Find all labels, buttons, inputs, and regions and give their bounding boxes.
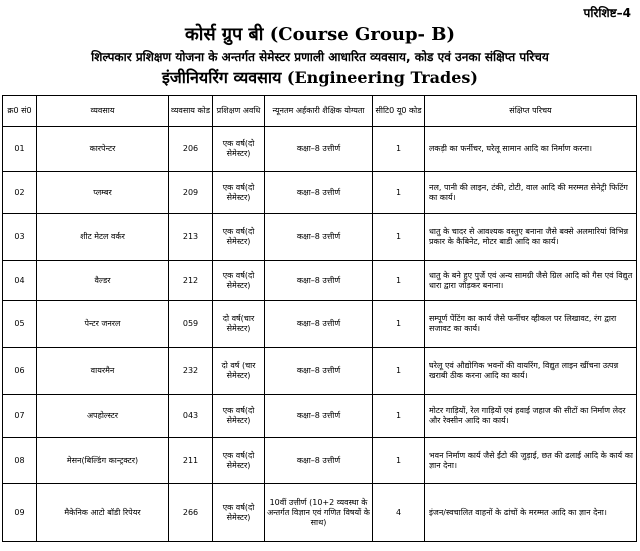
cell-description: इंजन/स्वचालित वाहनों के ढांचों के मरम्मत आदि का ज्ञान देना। <box>425 484 637 542</box>
cell-trade: वायरमैन <box>37 348 169 395</box>
cell-duration: दो वर्ष (चार सेमेस्टर) <box>213 348 265 395</box>
header-description: संक्षिप्त परिचय <box>425 96 637 127</box>
cell-qualification: कक्षा–8 उत्तीर्ण <box>265 127 373 172</box>
header-seats: सीटि0 यू0 कोड <box>373 96 425 127</box>
cell-serial: 07 <box>3 395 37 438</box>
cell-seats: 1 <box>373 172 425 214</box>
cell-trade: प्लम्बर <box>37 172 169 214</box>
cell-serial: 04 <box>3 261 37 301</box>
cell-serial: 06 <box>3 348 37 395</box>
cell-trade: अपहोल्स्टर <box>37 395 169 438</box>
cell-qualification: कक्षा–8 उत्तीर्ण <box>265 395 373 438</box>
cell-duration: दो वर्ष(चार सेमेस्टर) <box>213 301 265 348</box>
cell-serial: 09 <box>3 484 37 542</box>
cell-duration: एक वर्ष(दो सेमेस्टर) <box>213 395 265 438</box>
cell-seats: 1 <box>373 127 425 172</box>
header-duration: प्रशिक्षण अवधि <box>213 96 265 127</box>
cell-code: 266 <box>169 484 213 542</box>
cell-code: 206 <box>169 127 213 172</box>
header-qualification: न्यूनतम अर्हकारी शैक्षिक योग्यता <box>265 96 373 127</box>
cell-description: भवन निर्माण कार्य जैसे ईंटो की जुड़ाई, छत की ढलाई आदि के कार्य का ज्ञान देना। <box>425 438 637 484</box>
cell-trade: पेन्टर जनरल <box>37 301 169 348</box>
cell-qualification: कक्षा–8 उत्तीर्ण <box>265 261 373 301</box>
cell-description: सम्पूर्ण पेंटिंग का कार्य जैसे फर्नीचर व्हीकल पर लिखावट, रंग द्वारा सजावट का कार्य। <box>425 301 637 348</box>
header-code: व्यवसाय कोड <box>169 96 213 127</box>
cell-trade: मैकेनिक आटो बॉडी रिपेयर <box>37 484 169 542</box>
cell-seats: 1 <box>373 348 425 395</box>
cell-code: 212 <box>169 261 213 301</box>
cell-description: घरेलू एवं औद्योगिक भवनों की वायरिंग, विद्युत लाइन खींचना उत्पन्न खराबी ठीक करना आदि का कार्य। <box>425 348 637 395</box>
cell-duration: एक वर्ष(दो सेमेस्टर) <box>213 438 265 484</box>
cell-qualification: 10वीं उत्तीर्ण (10+2 व्यवस्था के अन्तर्गत विज्ञान एवं गणित विषयों के साथ) <box>265 484 373 542</box>
cell-seats: 1 <box>373 301 425 348</box>
cell-seats: 4 <box>373 484 425 542</box>
page-subtitle: शिल्पकार प्रशिक्षण योजना के अन्तर्गत सेमेस्टर प्रणाली आधारित व्यवसाय, कोड एवं उनका संक्षिप्त परिचय <box>91 50 549 64</box>
section-heading: इंजीनियरिंग व्यवसाय (Engineering Trades) <box>162 68 478 87</box>
cell-code: 232 <box>169 348 213 395</box>
cell-trade: वैल्डर <box>37 261 169 301</box>
cell-seats: 1 <box>373 261 425 301</box>
cell-serial: 08 <box>3 438 37 484</box>
cell-code: 043 <box>169 395 213 438</box>
table-row <box>3 261 637 301</box>
table-row <box>3 395 637 438</box>
cell-duration: एक वर्ष(दो सेमेस्टर) <box>213 127 265 172</box>
cell-description: लकड़ी का फर्नीचर, घरेलू सामान आदि का निर्माण करना। <box>425 127 637 172</box>
cell-code: 211 <box>169 438 213 484</box>
cell-duration: एक वर्ष(दो सेमेस्टर) <box>213 172 265 214</box>
cell-description: मोटर गाड़ियों, रेल गाड़ियों एवं हवाई जहाज की सीटों का निर्माण लेदर और रेक्सीन आदि का कार्य। <box>425 395 637 438</box>
cell-qualification: कक्षा–8 उत्तीर्ण <box>265 301 373 348</box>
cell-description: धातु के बने हुए पुर्जे एवं अन्य सामग्री जैसे ग्रिल आदि को गैस एवं विद्युत धारा द्वारा जोड़कर बनाना। <box>425 261 637 301</box>
cell-qualification: कक्षा–8 उत्तीर्ण <box>265 348 373 395</box>
cell-description: नल, पानी की लाइन, टंकी, टोटी, वाल आदि की मरम्मत सेनेट्री फिटिंग का कार्य। <box>425 172 637 214</box>
cell-code: 209 <box>169 172 213 214</box>
appendix-label: परिशिष्ट–4 <box>583 6 631 20</box>
table-row <box>3 127 637 172</box>
table-row <box>3 301 637 348</box>
cell-trade: कारपेन्टर <box>37 127 169 172</box>
cell-qualification: कक्षा–8 उत्तीर्ण <box>265 172 373 214</box>
cell-code: 213 <box>169 214 213 261</box>
cell-serial: 01 <box>3 127 37 172</box>
cell-duration: एक वर्ष(दो सेमेस्टर) <box>213 214 265 261</box>
cell-description: धातु के चादर से आवश्यक वस्तुए बनाना जैसे बक्से अलमारियां विभिन्न प्रकार के कैबिनेट, मोटर बाडी आदि का कार्य। <box>425 214 637 261</box>
table-row <box>3 348 637 395</box>
cell-seats: 1 <box>373 214 425 261</box>
table-row <box>3 438 637 484</box>
table-row <box>3 172 637 214</box>
cell-seats: 1 <box>373 395 425 438</box>
cell-seats: 1 <box>373 438 425 484</box>
cell-qualification: कक्षा–8 उत्तीर्ण <box>265 214 373 261</box>
cell-serial: 03 <box>3 214 37 261</box>
table-header-row <box>3 96 637 127</box>
cell-qualification: कक्षा–8 उत्तीर्ण <box>265 438 373 484</box>
cell-duration: एक वर्ष(दो सेमेस्टर) <box>213 484 265 542</box>
header-serial: क्र0 सं0 <box>3 96 37 127</box>
cell-serial: 02 <box>3 172 37 214</box>
cell-serial: 05 <box>3 301 37 348</box>
table-row <box>3 214 637 261</box>
cell-duration: एक वर्ष(दो सेमेस्टर) <box>213 261 265 301</box>
cell-code: 059 <box>169 301 213 348</box>
trades-table <box>2 95 637 542</box>
header-trade: व्यवसाय <box>37 96 169 127</box>
table-row <box>3 484 637 542</box>
page-title: कोर्स ग्रुप बी (Course Group- B) <box>184 24 456 45</box>
cell-trade: मेसन(बिल्डिंग कान्ट्रक्टर) <box>37 438 169 484</box>
cell-trade: शीट मेटल वर्कर <box>37 214 169 261</box>
